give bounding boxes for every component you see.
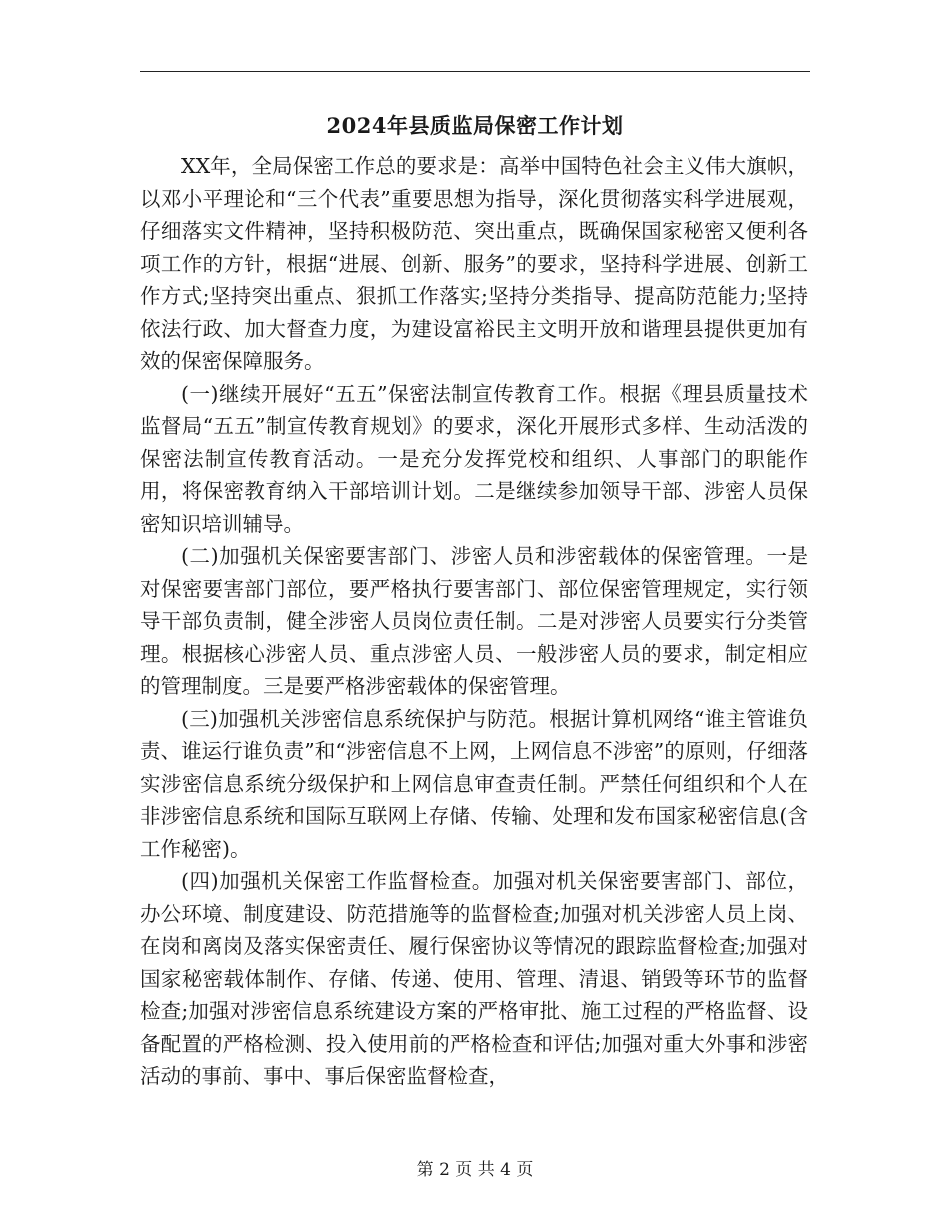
document-title: 2024年县质监局保密工作计划 (326, 113, 624, 138)
paragraph-section-2: (二)加强机关保密要害部门、涉密人员和涉密载体的保密管理。一是对保密要害部门部位，要严格执行要害部门、部位保密管理规定，实行领导干部负责制，健全涉密人员岗位责任制。二是对涉密人员要实行分类管理。根据核心涉密人员、重点涉密人员、一般涉密人员的要求，制定相应的管理制度。三是要严格涉密载体的保密管理。 (140, 544, 808, 698)
document-body (140, 150, 808, 1093)
header-rule (140, 71, 810, 72)
paragraph-section-3: (三)加强机关涉密信息系统保护与防范。根据计算机网络“谁主管谁负责、谁运行谁负责”和“涉密信息不上网，上网信息不涉密”的原则，仔细落实涉密信息系统分级保护和上网信息审查责任制。严禁任何组织和个人在非涉密信息系统和国际互联网上存储、传输、处理和发布国家秘密信息(含工作秘密)。 (140, 706, 808, 861)
page-number-footer: 第 2 页 共 4 页 (416, 1160, 534, 1180)
paragraph-section-1: (一)继续开展好“五五”保密法制宣传教育工作。根据《理县质量技术监督局“五五”制宣传教育规划》的要求，深化开展形式多样、生动活泼的保密法制宣传教育活动。一是充分发挥党校和组织、人事部门的职能作用，将保密教育纳入干部培训计划。二是继续参加领导干部、涉密人员保密知识培训辅导。 (140, 381, 808, 536)
paragraph-intro: XX年，全局保密工作总的要求是：高举中国特色社会主义伟大旗帜，以邓小平理论和“三个代表”重要思想为指导，深化贯彻落实科学进展观，仔细落实文件精神，坚持积极防范、突出重点，既确保国家秘密又便利各项工作的方针，根据“进展、创新、服务”的要求，坚持科学进展、创新工作方式;坚持突出重点、狠抓工作落实;坚持分类指导、提高防范能力;坚持依法行政、加大督查力度，为建设富裕民主文明开放和谐理县提供更加有效的保密保障服务。 (140, 154, 808, 373)
paragraph-section-4: (四)加强机关保密工作监督检查。加强对机关保密要害部门、部位，办公环境、制度建设、防范措施等的监督检查;加强对机关涉密人员上岗、在岗和离岗及落实保密责任、履行保密协议等情况的跟踪监督检查;加强对国家秘密载体制作、存储、传递、使用、管理、清退、销毁等环节的监督检查;加强对涉密信息系统建设方案的严格审批、施工过程的严格监督、设备配置的严格检测、投入使用前的严格检查和评估;加强对重大外事和涉密活动的事前、事中、事后保密监督检查， (140, 869, 808, 1088)
